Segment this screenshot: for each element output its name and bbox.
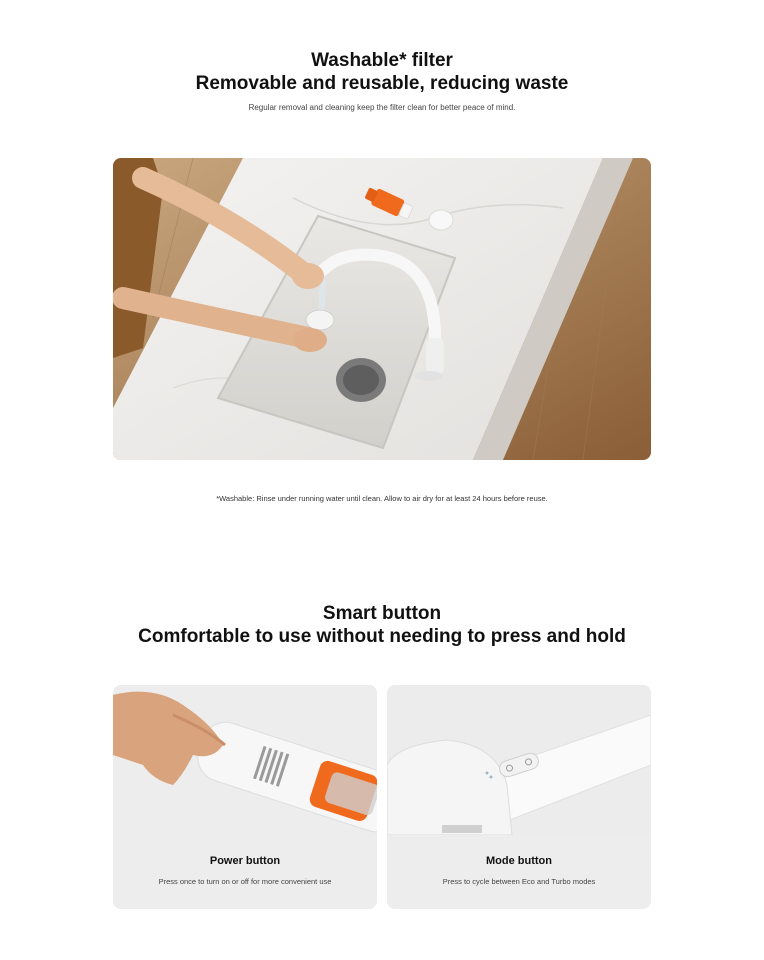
card-description: Press once to turn on or off for more convenient use — [158, 877, 332, 886]
power-button-image — [113, 685, 377, 835]
filter-washing-image — [113, 158, 651, 460]
smart-button-heading — [0, 602, 764, 648]
sink-scene-illustration — [113, 158, 651, 460]
card-title: Mode button — [486, 855, 552, 867]
heading-line-1: Smart button — [322, 603, 442, 624]
heading-line-1: Washable* filter — [311, 50, 453, 71]
mode-button-image — [387, 685, 651, 835]
power-button-card — [113, 685, 377, 909]
vacuum-closeup-illustration — [387, 685, 651, 835]
vacuum-hand-illustration — [113, 685, 377, 835]
heading-line-2: Comfortable to use without needing to press and hold — [138, 626, 626, 647]
heading-line-2: Removable and reusable, reducing waste — [195, 73, 569, 94]
card-description: Press to cycle between Eco and Turbo modes — [442, 877, 596, 886]
washable-filter-subtitle: Regular removal and cleaning keep the filter clean for better peace of mind. — [248, 103, 516, 112]
mode-button-card — [387, 685, 651, 909]
washable-footnote: *Washable: Rinse under running water until clean. Allow to air dry for at least 24 hours before reuse. — [216, 494, 548, 503]
power-button-caption — [113, 835, 377, 909]
card-title: Power button — [209, 855, 281, 867]
mode-button-caption — [387, 835, 651, 909]
washable-filter-heading — [0, 49, 764, 95]
